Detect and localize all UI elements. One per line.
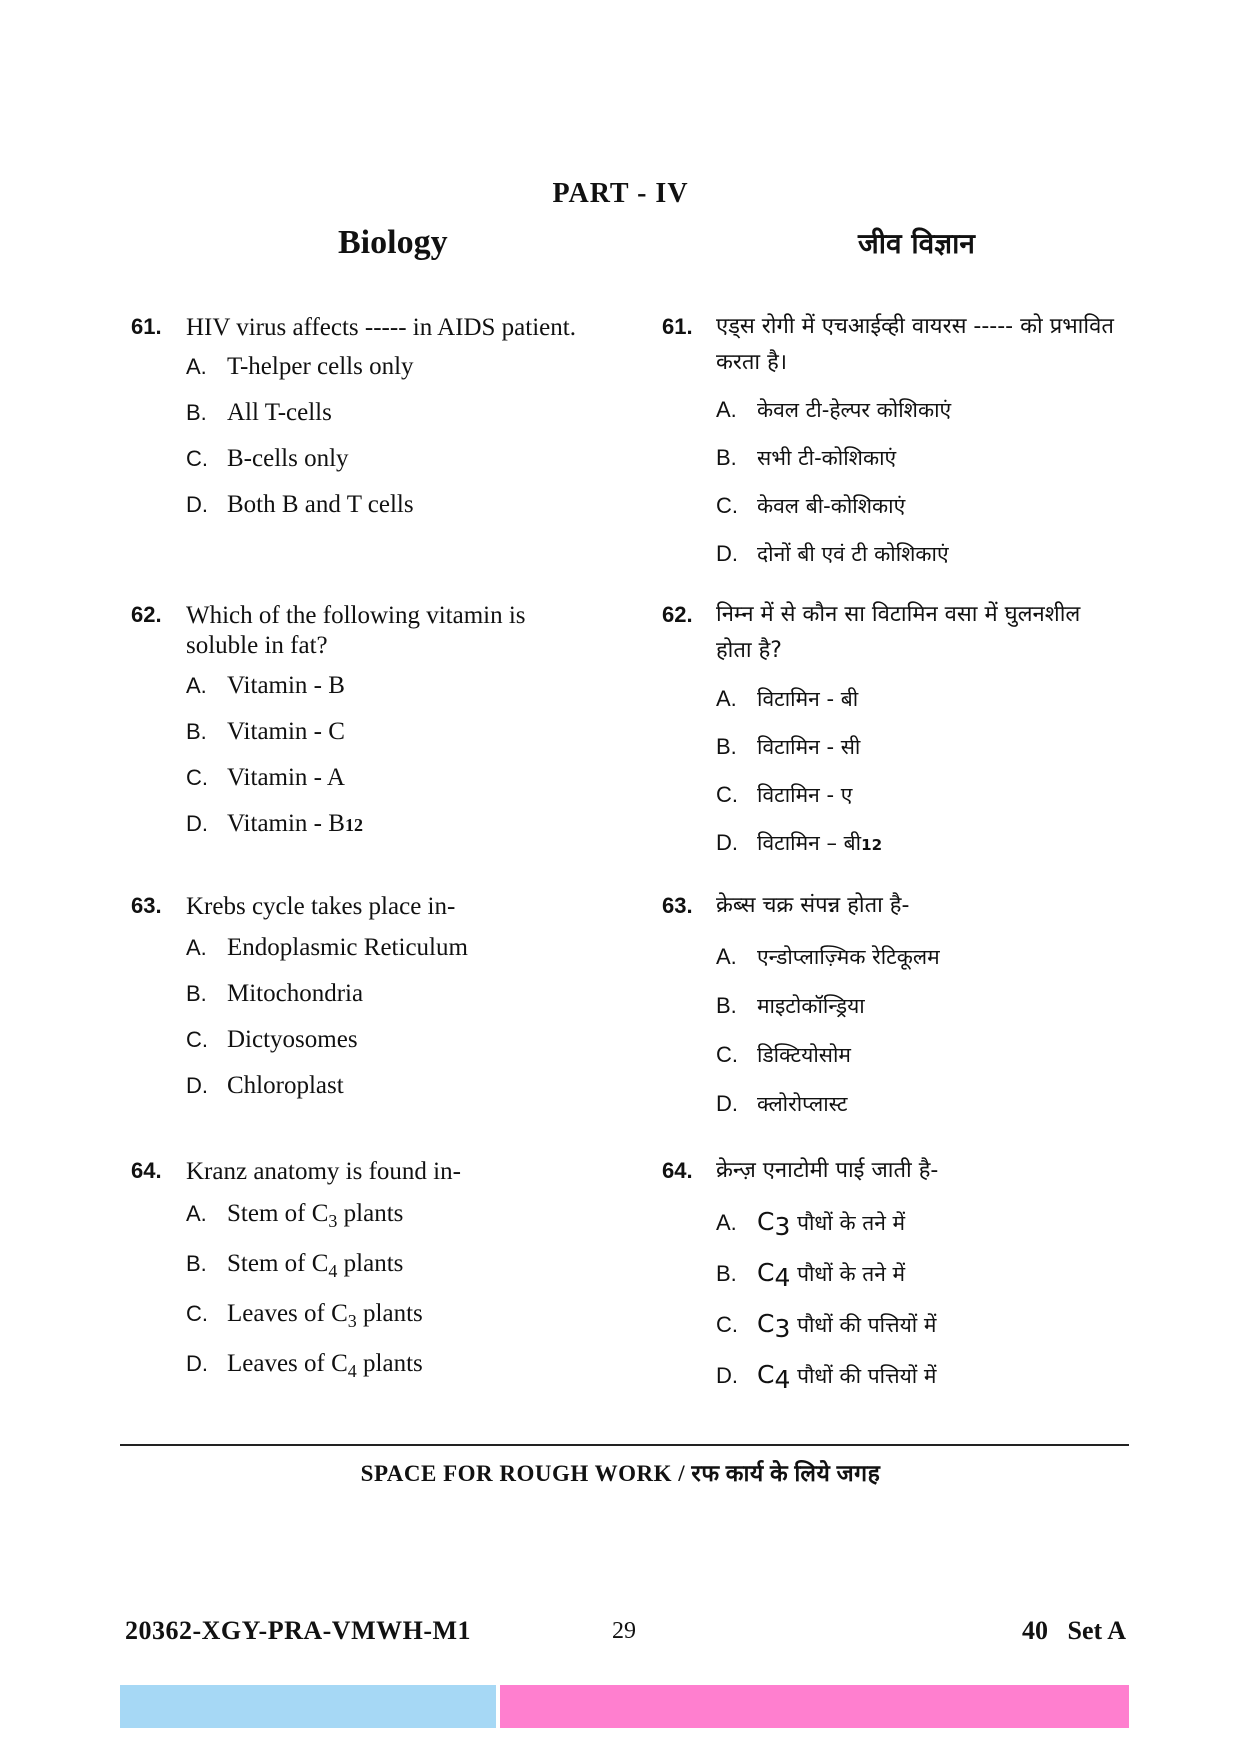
option-b: B. Stem of $C_4$ plants — [186, 1250, 404, 1281]
rough-work-label: SPACE FOR ROUGH WORK / रफ कार्य के लिये जगह — [360, 1461, 881, 1486]
option-b: B. विटामिन - सी — [716, 734, 861, 759]
option-c: C. विटामिन - ए — [716, 782, 853, 807]
option-list — [716, 1207, 1156, 1411]
question-number: 62. — [662, 602, 693, 627]
option-d: D. क्लोरोप्लास्ट — [716, 1091, 848, 1116]
option-list — [186, 934, 606, 1118]
footer-bar-pink — [500, 1685, 1129, 1728]
option-list — [186, 353, 606, 537]
option-a: A. केवल टी-हेल्पर कोशिकाएं — [716, 397, 952, 422]
option-d: D. Vitamin - B12 — [186, 810, 363, 837]
option-a: A. विटामिन - बी — [716, 686, 859, 711]
question-text: एड्स रोगी में एचआईव्ही वायरस ----- को प्रभावित करता है। — [716, 314, 1114, 375]
question-number: 61. — [131, 314, 162, 339]
page-number: 29 — [612, 1618, 636, 1644]
option-list — [716, 396, 1156, 588]
option-a: A. $C_3$ पौधों के तने में — [716, 1207, 906, 1242]
option-d: D. Leaves of $C_4$ plants — [186, 1350, 423, 1381]
option-b: B. Mitochondria — [186, 980, 364, 1007]
part-title: PART - IV — [552, 178, 689, 209]
option-c: C. Leaves of $C_3$ plants — [186, 1300, 423, 1331]
option-list — [186, 1200, 606, 1400]
option-list — [716, 943, 1156, 1139]
question-text: HIV virus affects ----- in AIDS patient. — [186, 314, 576, 341]
footer-bar-blue — [120, 1685, 496, 1728]
option-d: D. Both B and T cells — [186, 491, 414, 518]
option-list — [186, 672, 606, 856]
option-a: A. T-helper cells only — [186, 353, 414, 380]
question-text: क्रेन्ज़ एनाटोमी पाई जाती है- — [716, 1158, 939, 1183]
option-d: D. Chloroplast — [186, 1072, 344, 1099]
option-c: C. डिक्टियोसोम — [716, 1042, 851, 1067]
question-text: Krebs cycle takes place in- — [186, 893, 456, 920]
question-number: 61. — [662, 314, 693, 339]
question-number: 63. — [131, 893, 162, 918]
question-number: 62. — [131, 602, 162, 627]
option-d: D. $C_4$ पौधों की पत्तियों में — [716, 1360, 937, 1395]
question-text: निम्न में से कौन सा विटामिन वसा में घुलनशील होता है? — [716, 602, 1081, 663]
option-c: C. केवल बी-कोशिकाएं — [716, 493, 906, 518]
option-a: A. Vitamin - B — [186, 672, 345, 699]
option-a: A. एन्डोप्लाज़्मिक रेटिकूलम — [716, 944, 940, 969]
option-a: A. Endoplasmic Reticulum — [186, 934, 468, 961]
option-b: B. Vitamin - C — [186, 718, 345, 745]
divider-line — [120, 1444, 1129, 1446]
option-d: D. दोनों बी एवं टी कोशिकाएं — [716, 541, 949, 566]
option-c: C. Vitamin - A — [186, 764, 345, 791]
option-b: B. $C_4$ पौधों के तने में — [716, 1258, 906, 1293]
option-list — [716, 685, 1156, 877]
option-b: B. All T-cells — [186, 399, 332, 426]
option-b: B. सभी टी-कोशिकाएं — [716, 445, 897, 470]
option-a: A. Stem of $C_3$ plants — [186, 1200, 404, 1231]
set-label: 40 Set A — [1022, 1616, 1126, 1645]
question-text: Which of the following vitamin is soluble in fat? — [186, 602, 526, 659]
subject-title-english: Biology — [338, 224, 448, 261]
option-c: C. Dictyosomes — [186, 1026, 358, 1053]
option-c: C. B-cells only — [186, 445, 349, 472]
question-text: क्रेब्स चक्र संपन्न होता है- — [716, 893, 910, 918]
option-c: C. $C_3$ पौधों की पत्तियों में — [716, 1309, 937, 1344]
option-b: B. माइटोकॉन्ड्रिया — [716, 993, 865, 1018]
question-number: 63. — [662, 893, 693, 918]
question-number: 64. — [131, 1158, 162, 1183]
paper-code: 20362-XGY-PRA-VMWH-M1 — [125, 1616, 472, 1645]
option-d: D. विटामिन – बी12 — [716, 830, 883, 855]
question-text: Kranz anatomy is found in- — [186, 1158, 461, 1185]
question-number: 64. — [662, 1158, 693, 1183]
subject-title-hindi: जीव विज्ञान — [858, 227, 975, 260]
